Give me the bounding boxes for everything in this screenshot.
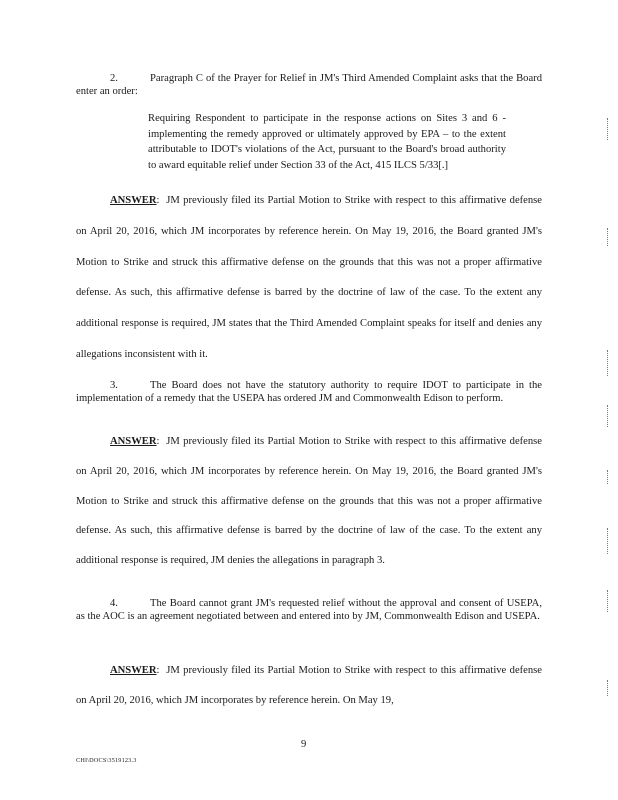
paragraph-2 (76, 72, 542, 98)
margin-mark (607, 590, 609, 612)
answer-text: JM previously filed its Partial Motion to Strike with respect to this affirmative defense on April 20, 2016, which JM incorporates by reference herein. On May 19, 2016, the Board granted JM's Motion to Strike and struck this affirmative defense on the grounds that this was not a proper affirmative defense. As such, this affirmative defense is barred by the doctrine of law of the case. To the extent any additional response is required, JM states that the Third Amended Complaint speaks for itself and denies any allegations inconsistent with it. (76, 195, 542, 360)
answer-label: ANSWER (110, 195, 157, 206)
footer-doc-id: CHI\DOCS\3519123.3 (76, 757, 137, 764)
answer-label: ANSWER (110, 436, 157, 447)
margin-mark (607, 680, 609, 696)
answer-text: JM previously filed its Partial Motion to Strike with respect to this affirmative defense on April 20, 2016, which JM incorporates by reference herein. On May 19, 2016, the Board granted JM's Motion to Strike and struck this affirmative defense on the grounds that this was not a proper affirmative defense. As such, this affirmative defense is barred by the doctrine of law of the case. To the extent any additional response is required, JM denies the allegations in paragraph 3. (76, 436, 542, 567)
paragraph-number: 2. (110, 73, 118, 84)
answer-label: ANSWER (110, 665, 157, 676)
paragraph-3 (76, 379, 542, 405)
answer-2: ANSWER: JM previously filed its Partial Motion to Strike with respect to this affirmative defense on April 20, 2016, which JM incorporates by reference herein. On May 19, 2016, the Board granted JM's Motion to Strike and struck this affirmative defense on the grounds that this was not a proper affirmative defense. As such, this affirmative defense is barred by the doctrine of law of the case. To the extent any additional response is required, JM denies the allegations in paragraph 3. (76, 436, 542, 567)
margin-mark (607, 405, 609, 427)
answer-1: ANSWER: JM previously filed its Partial Motion to Strike with respect to this affirmative defense on April 20, 2016, which JM incorporates by reference herein. On May 19, 2016, the Board granted JM's Motion to Strike and struck this affirmative defense on the grounds that this was not a proper affirmative defense. As such, this affirmative defense is barred by the doctrine of law of the case. To the extent any additional response is required, JM states that the Third Amended Complaint speaks for itself and denies any allegations inconsistent with it. (76, 195, 542, 360)
paragraph-text: Paragraph C of the Prayer for Relief in JM's Third Amended Complaint asks that the Board enter an order: (76, 73, 542, 97)
paragraph-number: 3. (110, 380, 118, 391)
margin-mark (607, 118, 609, 140)
paragraph-number: 4. (110, 598, 118, 609)
margin-mark (607, 350, 609, 376)
margin-mark (607, 470, 609, 484)
block-quote: Requiring Respondent to participate in the response actions on Sites 3 and 6 - implementing the remedy approved or ultimately approved by EPA – to the extent attributable to IDOT's violations of the Act, pursuant to the Board's broad authority to award equitable relief under Section 33 of the Act, 415 ILCS 5/33[.] (148, 113, 506, 171)
page-number: 9 (301, 739, 307, 750)
paragraph-text: The Board cannot grant JM's requested relief without the approval and consent of USEPA, as the AOC is an agreement negotiated between and entered into by JM, Commonwealth Edison and USEPA. (76, 598, 542, 622)
paragraph-4 (76, 597, 542, 623)
answer-text: JM previously filed its Partial Motion to Strike with respect to this affirmative defense on April 20, 2016, which JM incorporates by reference herein. On May 19, (76, 665, 542, 706)
paragraph-text: The Board does not have the statutory authority to require IDOT to participate in the implementation of a remedy that the USEPA has ordered JM and Commonwealth Edison to perform. (76, 380, 542, 404)
answer-3: ANSWER: JM previously filed its Partial Motion to Strike with respect to this affirmative defense on April 20, 2016, which JM incorporates by reference herein. On May 19, (76, 665, 542, 706)
margin-mark (607, 528, 609, 554)
margin-mark (607, 228, 609, 246)
